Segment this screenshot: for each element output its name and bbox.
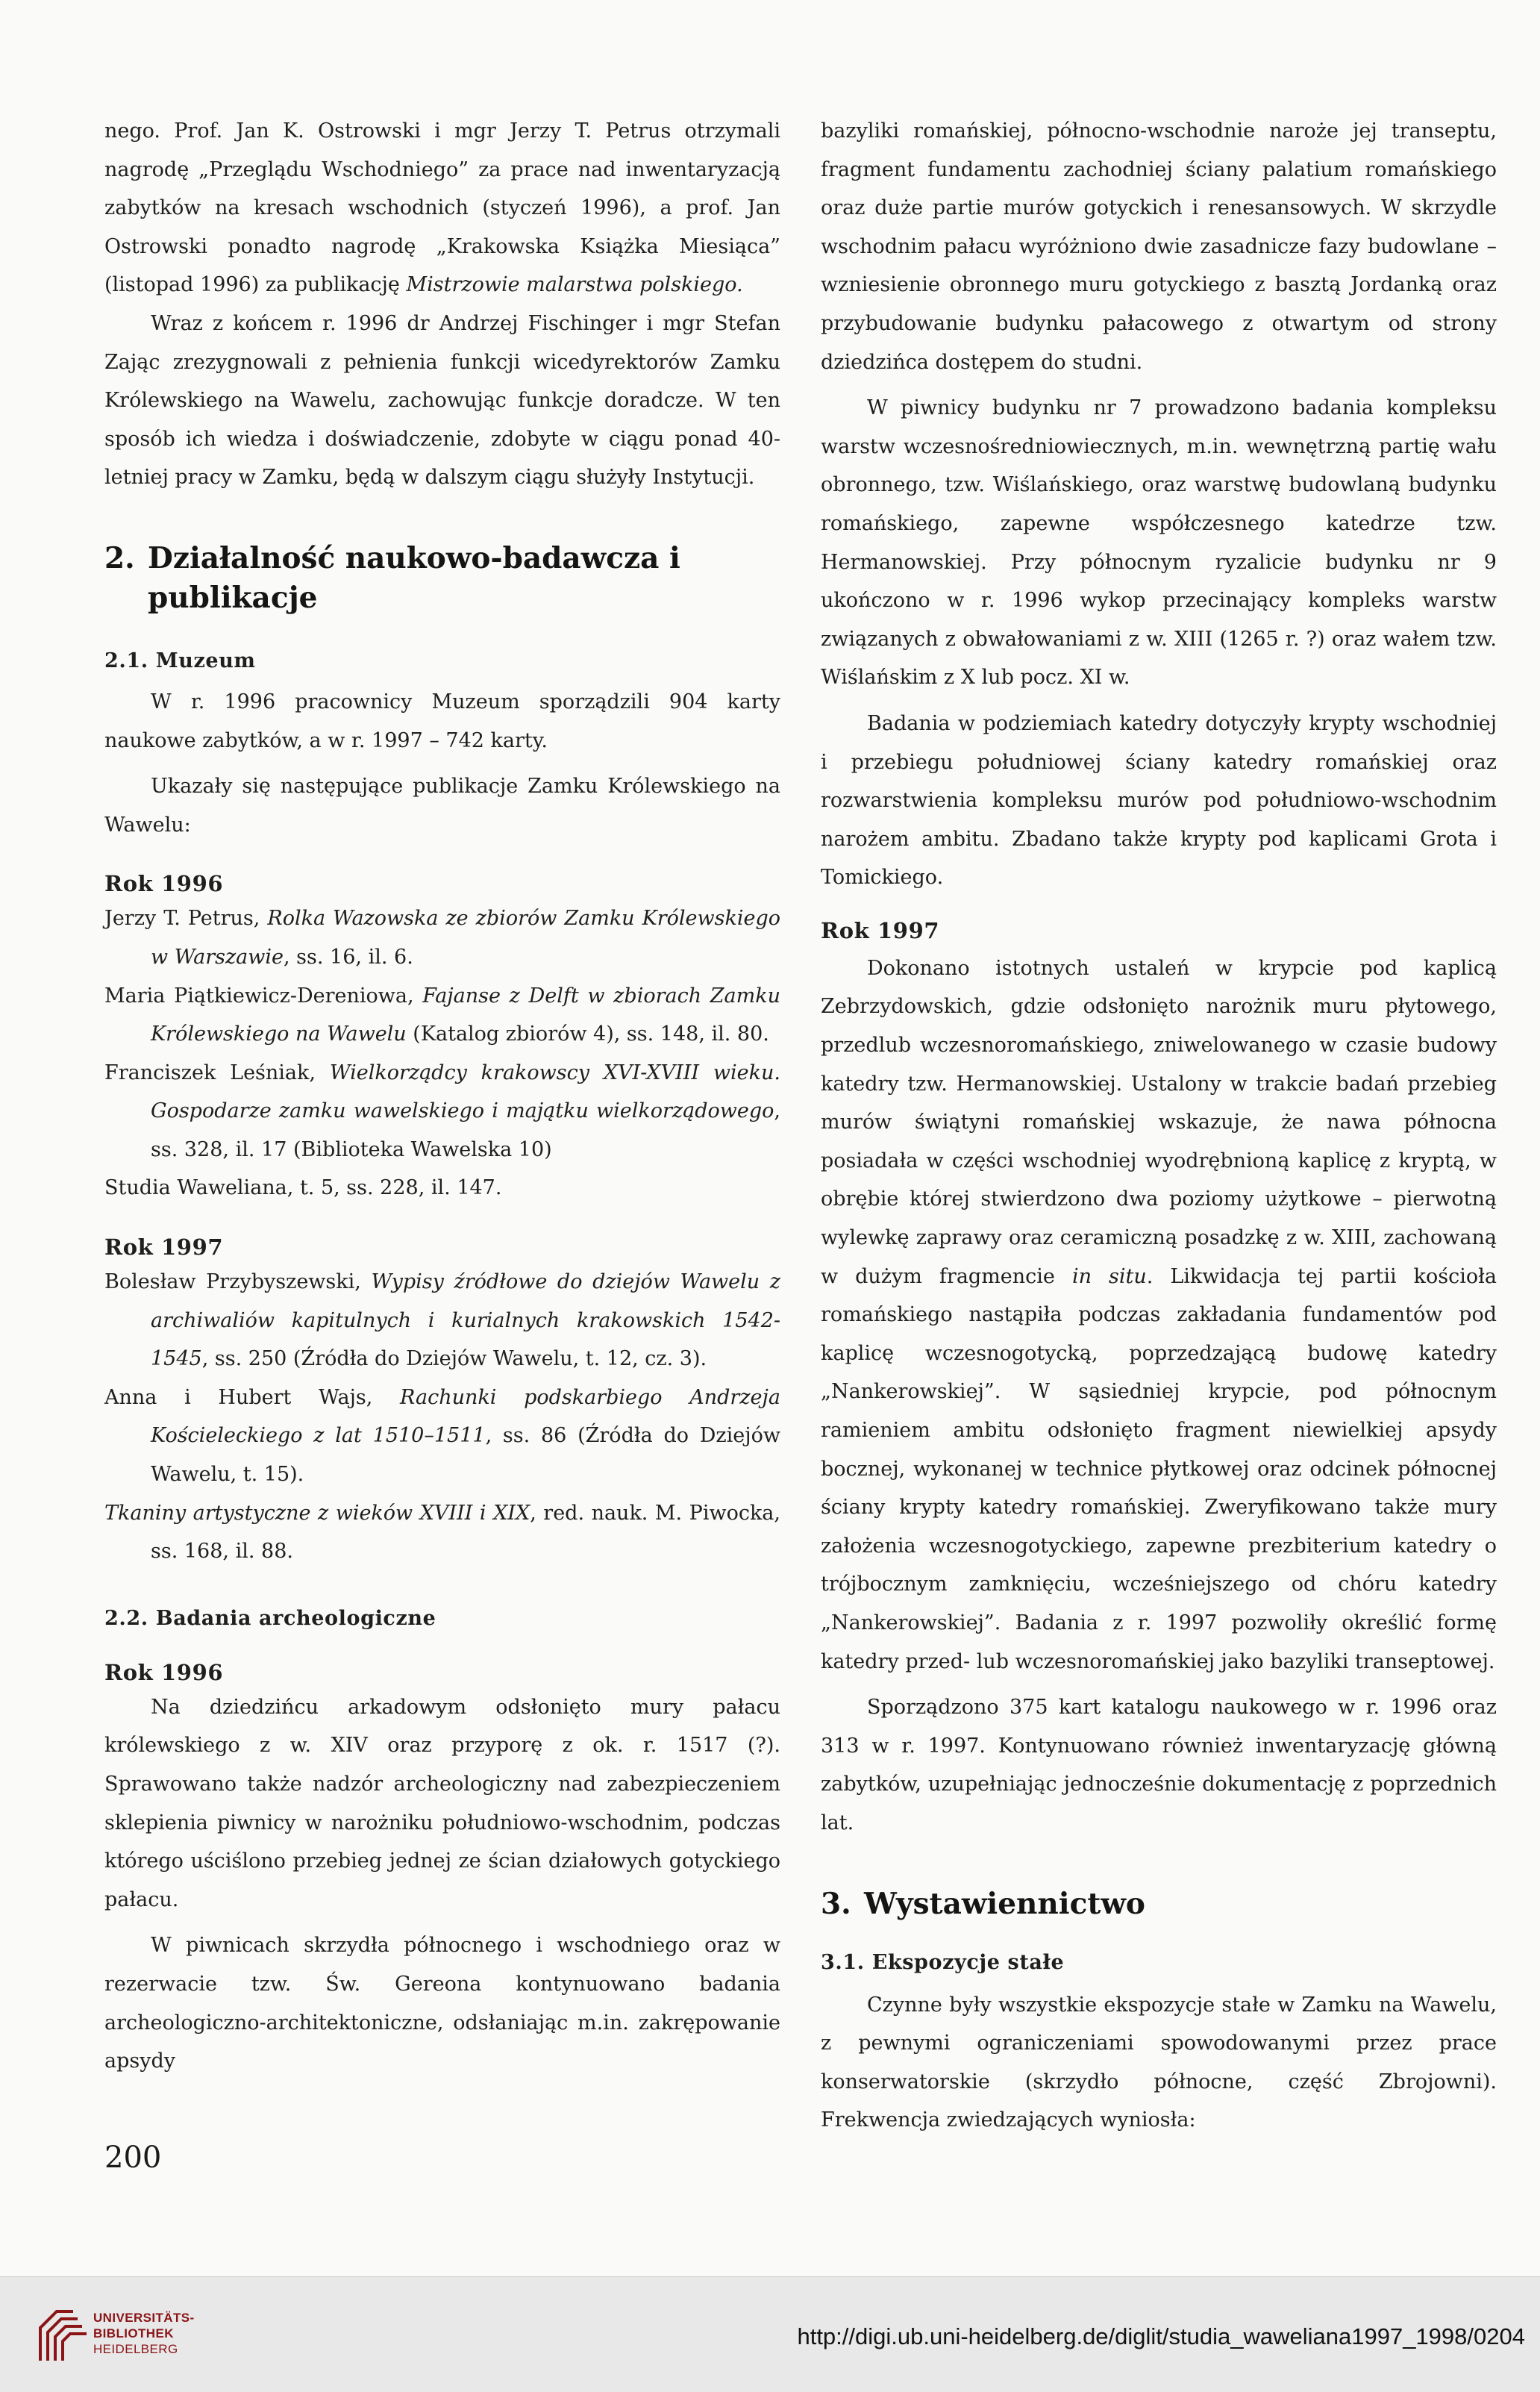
book-title: Mistrzowie malarstwa polskiego. (406, 273, 743, 297)
paragraph-text: nego. Prof. Jan K. Ostrowski i mgr Jerzy T. Petrus otrzymali nagrodę „Przeglądu Wschodniego” za prace nad inwentaryzacją zabytków na kresach wschodnich (styczeń 1996), a prof. Jan Ostrowski ponadto nagrodę „Krakowska Książka Miesiąca” (listopad 1996) za publikację (104, 119, 780, 297)
year-heading: Rok 1997 (104, 1234, 224, 1261)
logo-line: BIBLIOTHEK (93, 2326, 174, 2341)
work-title: Wielkorządcy krakowscy XVI-XVIII wieku. Gospodarze zamku wawelskiego i majątku wielkorządowego (151, 1061, 780, 1123)
library-logo-icon (34, 2298, 90, 2364)
author: Anna i Hubert Wajs, (104, 1385, 401, 1409)
logo-line: UNIVERSITÄTS- (93, 2311, 195, 2325)
library-logo-text (93, 2310, 195, 2357)
work-title: Wypisy źródłowe do dziejów Wawelu z archiwaliów kapitulnych i kurialnych krakowskich 1542-1545 (151, 1270, 780, 1371)
entry-details: , ss. 16, il. 6. (284, 945, 413, 969)
paragraph: Wraz z końcem r. 1996 dr Andrzej Fischinger i mgr Stefan Zając zrezygnowali z pełnienia funkcji wicedyrektorów Zamku Królewskiego na Wawelu, zachowując funkcje doradcze. W ten sposób ich wiedza i doświadczenie, zdobyte w ciągu ponad 40-letniej pracy w Zamku, będą w dalszym ciągu służyły Instytucji. (104, 311, 780, 490)
bibliography-entry (104, 977, 780, 1054)
entry-details: , ss. 250 (Źródła do Dziejów Wawelu, t. 12, cz. 3). (201, 1347, 707, 1371)
year-heading: Rok 1996 (104, 1659, 224, 1685)
entry-details: , ss. 86 (Źródła do Dziejów Wawelu, t. 15). (151, 1424, 780, 1487)
logo-line: HEIDELBERG (93, 2342, 178, 2356)
bibliography-entry (104, 1378, 780, 1494)
year-heading: Rok 1996 (104, 871, 224, 897)
work-title: Rachunki podskarbiego Andrzeja Kościeleckiego z lat 1510–1511 (151, 1385, 780, 1448)
entry-details: (Katalog zbiorów 4), ss. 148, il. 80. (406, 1022, 769, 1046)
digital-library-footer (0, 2276, 1540, 2392)
paragraph (821, 949, 1497, 1681)
entry-details: , ss. 328, il. 17 (Biblioteka Wawelska 10) (151, 1099, 780, 1161)
subsection-heading: 2.2. Badania archeologiczne (104, 1606, 436, 1630)
paragraph: Czynne były wszystkie ekspozycje stałe w Zamku na Wawelu, z pewnymi ograniczeniami spowodowanymi przez prace konserwatorskie (skrzydło północne, część Zbrojowni). Frekwencja zwiedzających wyniosła: (821, 1993, 1497, 2132)
paragraph: Badania w podziemiach katedry dotyczyły krypty wschodniej i przebiegu południowej ściany katedry romańskiej oraz rozwarstwienia kompleksu murów pod południowo-wschodnim narożem ambitu. Zbadano także krypty pod kaplicami Grota i Tomickiego. (821, 711, 1497, 890)
paragraph (104, 112, 780, 305)
paragraph: W piwnicy budynku nr 7 prowadzono badania kompleksu warstw wczesnośredniowiecznych, m.in. wewnętrzną partię wału obronnego, tzw. Wiślańskiego, oraz warstwę budowlaną budynku romańskiego, zapewne współczesnego katedrze tzw. Hermanowskiej. Przy północnym ryzalicie budynku nr 9 ukończono w r. 1996 wykop przecinający kompleks warstw związanych z obwałowaniami z w. XIII (1265 r. ?) oraz wałem tzw. Wiślańskim z X lub pocz. XI w. (821, 396, 1497, 690)
author: Maria Piątkiewicz-Dereniowa, (104, 984, 423, 1008)
author: Jerzy T. Petrus, (104, 907, 268, 931)
page-number: 200 (104, 2140, 162, 2175)
subsection-heading: 2.1. Muzeum (104, 649, 256, 672)
author: Franciszek Leśniak, (104, 1061, 330, 1084)
section-title: Działalność naukowo-badawcza i publikacje (148, 540, 680, 615)
author: Bolesław Przybyszewski, (104, 1270, 372, 1294)
paragraph: W r. 1996 pracownicy Muzeum sporządzili 904 karty naukowe zabytków, a w r. 1997 – 742 karty. (104, 690, 780, 752)
bibliography-entry (104, 1263, 780, 1378)
paragraph: Na dziedzińcu arkadowym odsłonięto mury pałacu królewskiego z w. XIV oraz przyporę z ok. r. 1517 (?). Sprawowano także nadzór archeologiczny nad zabezpieczeniem sklepienia piwnicy w narożniku południowo-wschodnim, podczas którego uściślono przebieg jednej ze ścian działowych gotyckiego pałacu. (104, 1695, 780, 1911)
paragraph: Ukazały się następujące publikacje Zamku Królewskiego na Wawelu: (104, 775, 780, 837)
subsection-heading: 3.1. Ekspozycje stałe (821, 1950, 1065, 1974)
latin-term: in situ (1071, 1264, 1147, 1288)
section-number: 2. (104, 540, 135, 575)
paragraph-text: . Likwidacja tej partii kościoła romańskiego nastąpiła podczas zakładania fundamentów pod kaplicę wczesnogotycką, poprzedzającą budowę katedry „Nankerowskiej”. W sąsiedniej krypcie, pod północnym ramieniem ambitu odsłonięto fragment niewielkiej apsydy bocznej, wykonanej w technice płytkowej oraz odcinek północnej ściany krypty katedry romańskiej. Zweryfikowano także mury założenia wczesnogotyckiego, zapewne prezbiterium katedry o trójbocznym zamknięciu, wcześniejszego od chóru katedry „Nankerowskiej”. Badania z r. 1997 pozwoliły określić formę katedry przed- lub wczesnoromańskiej jako bazyliki transeptowej. (821, 1264, 1497, 1673)
paragraph-text: Dokonano istotnych ustaleń w krypcie pod kaplicą Zebrzydowskich, gdzie odsłonięto narożnik muru płytowego, przedlub wczesnoromańskiego, zniwelowanego w czasie budowy katedry tzw. Hermanowskiej. Ustalony w trakcie badań przebieg murów świątyni romańskiej wskazuje, że nawa północna posiadała w części wschodniej wyodrębnioną kaplicę z kryptą, w obrębie której stwierdzono dwa poziomy użytkowe – pierwotną wylewkę zaprawy oraz ceramiczną posadzkę z w. XIII, zachowaną w dużym fragmencie (821, 956, 1497, 1288)
work-title: Fajanse z Delft w zbiorach Zamku Królewskiego na Wawelu (151, 984, 781, 1046)
entry-details: , red. nauk. M. Piwocka, ss. 168, il. 88. (151, 1501, 780, 1564)
section-title: Wystawiennictwo (864, 1886, 1145, 1921)
bibliography-entry (104, 1494, 780, 1571)
section-heading (821, 1884, 1497, 1924)
bibliography-entry (104, 1054, 780, 1170)
source-url-link[interactable]: http://digi.ub.uni-heidelberg.de/diglit/studia_waweliana1997_1998/0204 (797, 2323, 1525, 2349)
bibliography-entry: Studia Waweliana, t. 5, ss. 228, il. 147. (104, 1176, 502, 1200)
left-column (104, 112, 780, 2081)
section-number: 3. (821, 1886, 851, 1921)
paragraph: bazyliki romańskiej, północno-wschodnie naroże jej transeptu, fragment fundamentu zachodniej ściany palatium romańskiego oraz duże partie murów gotyckich i renesansowych. W skrzydle wschodnim pałacu wyróżniono dwie zasadnicze fazy budowlane – wzniesienie obronnego muru gotyckiego z basztą Jordanką oraz przybudowanie budynku pałacowego z otwartym od strony dziedzińca dostępem do studni. (821, 119, 1497, 374)
work-title: Tkaniny artystyczne z wieków XVIII i XIX (104, 1501, 530, 1525)
paragraph: W piwnicach skrzydła północnego i wschodniego oraz w rezerwacie tzw. Św. Gereona kontynuowano badania archeologiczno-architektoniczne, odsłaniając m.in. zakrępowanie apsydy (104, 1934, 780, 2073)
work-title: Rolka Wazowska ze zbiorów Zamku Królewskiego w Warszawie (151, 907, 780, 969)
paragraph: Sporządzono 375 kart katalogu naukowego w r. 1996 oraz 313 w r. 1997. Kontynuowano również inwentaryzację główną zabytków, uzupełniając jednocześnie dokumentację z poprzednich lat. (821, 1696, 1497, 1834)
bibliography-entry (104, 899, 780, 976)
year-heading: Rok 1997 (821, 917, 940, 943)
section-heading (104, 539, 780, 618)
right-column (821, 112, 1497, 2140)
